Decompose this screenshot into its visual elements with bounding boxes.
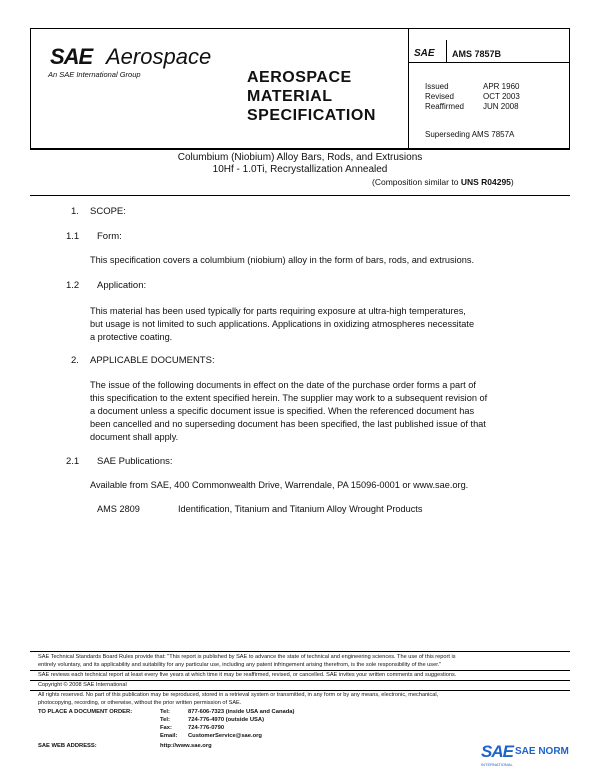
contact-fax-value: 724-776-0790: [188, 725, 225, 731]
order-label: TO PLACE A DOCUMENT ORDER:: [38, 709, 133, 715]
section-2-text-line-2: this specification to the extent specified herein. The supplier may work to a subsequent revision of: [90, 393, 488, 403]
sae-norm-logo-mark: SAE: [481, 742, 513, 761]
reference-code: AMS 2809: [97, 504, 140, 514]
logo-subtitle: An SAE International Group: [48, 70, 141, 79]
issued-date: APR 1960: [483, 82, 520, 91]
doc-title-line-1: AEROSPACE: [247, 69, 352, 86]
footer-rules-line-2: entirely voluntary, and its applicability and suitability for any particular use, including any patent infringement arising therefrom, is the sole responsibility of the user.": [38, 662, 442, 668]
footer-rules-line-1: SAE Technical Standards Board Rules provide that: "This report is published by SAE to advance the state of technical and engineering sciences. The use of this report is: [38, 654, 456, 660]
sae-logo: SAE: [50, 44, 93, 69]
web-value: http://www.sae.org: [160, 743, 212, 749]
section-2-title: APPLICABLE DOCUMENTS:: [90, 355, 215, 366]
section-2-text-line-4: been cancelled and no superseding document has been specified, the last published issue of that: [90, 419, 486, 429]
section-2-text-line-1: The issue of the following documents in effect on the date of the purchase order forms a part of: [90, 380, 476, 390]
sae-box-logo: SAE: [414, 48, 435, 59]
uns-number: UNS R04295: [460, 177, 511, 187]
sae-norm-logo-small: INTERNATIONAL: [481, 762, 513, 767]
subject-bottom-rule: [30, 195, 570, 196]
doc-title-line-3: SPECIFICATION: [247, 107, 376, 124]
revised-date: OCT 2003: [483, 92, 520, 101]
section-1-1-text: This specification covers a columbium (niobium) alloy in the form of bars, rods, and extrusions.: [90, 255, 474, 265]
header-right-rule: [569, 28, 570, 148]
subject-line-1: Columbium (Niobium) Alloy Bars, Rods, and Extrusions: [177, 152, 423, 163]
section-2-text-line-5: document shall apply.: [90, 432, 179, 442]
footer-top-rule: [30, 651, 570, 652]
contact-tel-2-label: Tel:: [160, 717, 170, 723]
footer-copyright: Copyright © 2008 SAE International: [38, 682, 127, 688]
contact-tel-1-value: 877-606-7323 (inside USA and Canada): [188, 709, 295, 715]
logo-cell-rule: [446, 40, 447, 62]
footer-rights-line-2: photocopying, recording, or otherwise, without the prior written permission of SAE.: [38, 700, 242, 706]
web-label: SAE WEB ADDRESS:: [38, 743, 97, 749]
section-2-1-text: Available from SAE, 400 Commonwealth Drive, Warrendale, PA 15096-0001 or www.sae.org.: [90, 480, 469, 490]
section-1-2-text-line-2: but usage is not limited to such applications. Applications in oxidizing atmospheres necessitate: [90, 319, 475, 329]
issued-label: Issued: [425, 82, 449, 91]
superseding-note: Superseding AMS 7857A: [425, 130, 515, 139]
header-top-rule: [30, 28, 570, 29]
ams-box-bottom-rule: [408, 62, 569, 63]
contact-email-label: Email:: [160, 733, 178, 739]
contact-fax-label: Fax:: [160, 725, 172, 731]
section-2-text-line-3: a document unless a specific document issue is specified. When the referenced document has: [90, 406, 475, 416]
header-left-rule: [30, 28, 31, 148]
section-1-1-number: 1.1: [66, 231, 80, 242]
doc-title-line-2: MATERIAL: [247, 88, 333, 105]
footer-review-line: SAE reviews each technical report at least every five years at which time it may be reaffirmed, revised, or cancelled. SAE invites your written comments and suggestions.: [38, 672, 457, 678]
section-2-1-title: SAE Publications:: [97, 456, 173, 467]
ams-number: AMS 7857B: [452, 49, 502, 59]
section-1-title: SCOPE:: [90, 206, 126, 217]
section-1-2-title: Application:: [97, 280, 147, 291]
sae-norm-logo-text: SAE NORM: [515, 746, 569, 757]
contact-tel-1-label: Tel:: [160, 709, 170, 715]
section-2-1-number: 2.1: [66, 456, 80, 467]
subject-line-2: 10Hf - 1.0Ti, Recrystallization Annealed: [212, 164, 388, 175]
section-1-2-number: 1.2: [66, 280, 80, 291]
contact-tel-2-value: 724-776-4970 (outside USA): [188, 717, 265, 723]
section-1-2-text-line-1: This material has been used typically for parts requiring exposure at ultra-high temperatures,: [90, 306, 466, 316]
composition-suffix: ): [510, 177, 514, 187]
reference-title: Identification, Titanium and Titanium Alloy Wrought Products: [178, 504, 423, 514]
composition-prefix: (Composition similar to: [372, 177, 461, 187]
sae-norm-logo: [481, 744, 567, 770]
revised-label: Revised: [425, 92, 454, 101]
section-1-number: 1.: [71, 206, 79, 217]
reaffirmed-date: JUN 2008: [483, 102, 519, 111]
contact-email-value: CustomerService@sae.org: [188, 733, 262, 739]
aerospace-logo-text: Aerospace: [106, 44, 212, 69]
header-bottom-rule: [30, 148, 570, 150]
section-1-1-title: Form:: [97, 231, 122, 242]
section-1-2-text-line-3: a protective coating.: [90, 332, 173, 342]
footer-rights-line-1: All rights reserved. No part of this publication may be reproduced, stored in a retrieval system or transmitted, in any form or by any means, electronic, mechanical,: [38, 692, 439, 698]
section-2-number: 2.: [71, 355, 79, 366]
header-divider-rule: [408, 28, 409, 148]
composition-note: [372, 177, 514, 187]
reaffirmed-label: Reaffirmed: [425, 102, 464, 111]
